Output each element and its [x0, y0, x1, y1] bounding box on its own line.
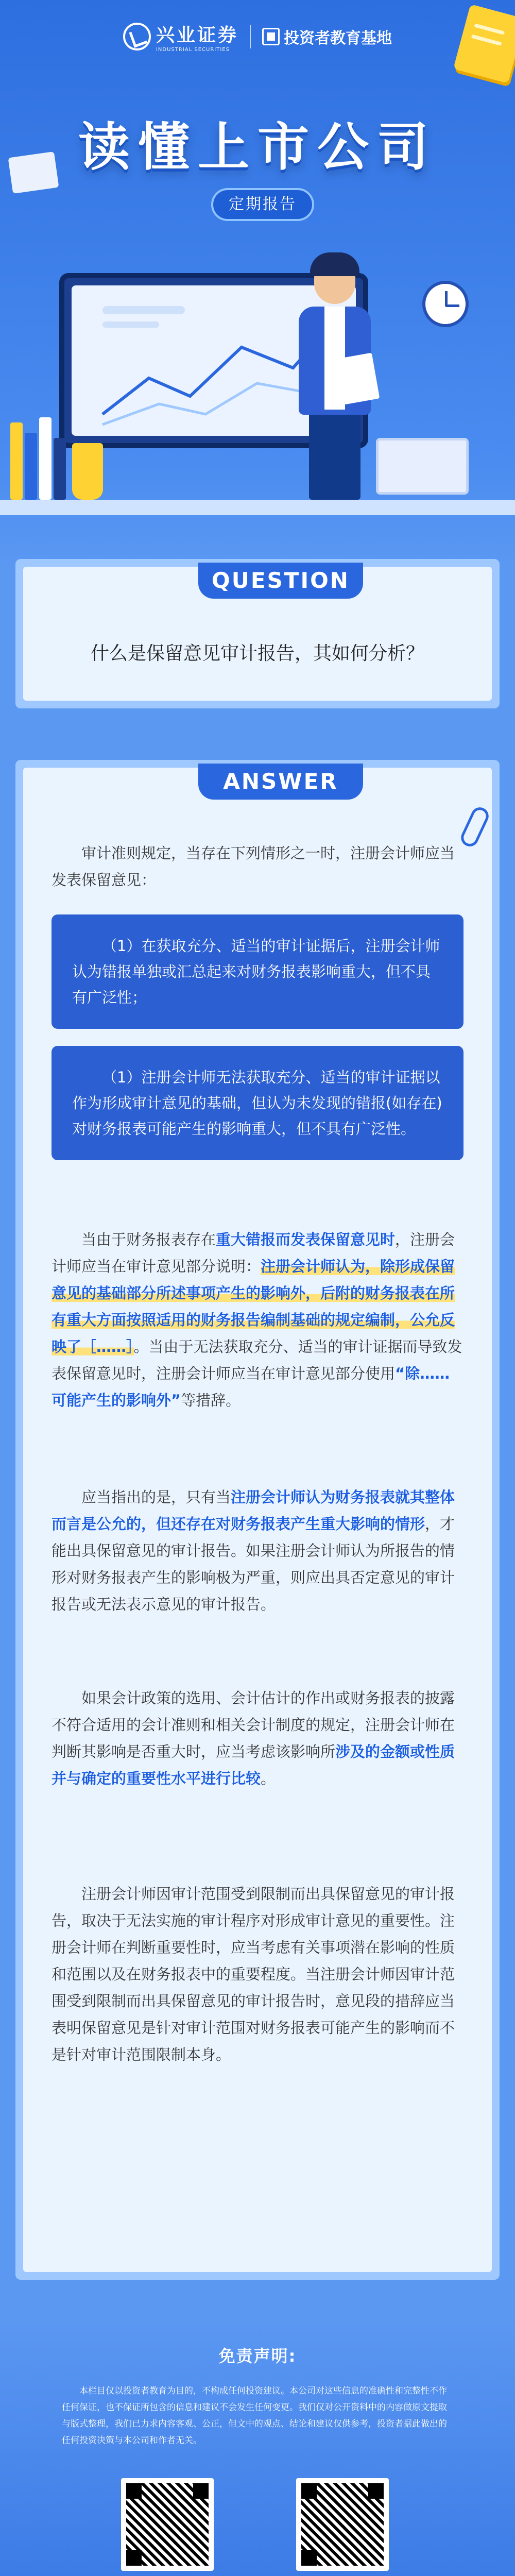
highlight-text: 涉及的金额或性质并与确定的重要性水平进行比较: [52, 1743, 455, 1787]
answer-label: ANSWER: [198, 764, 363, 800]
desk-surface: [0, 500, 515, 515]
document-in-hand-icon: [336, 353, 380, 405]
answer-paragraph-3: 如果会计政策的选用、会计估计的作出或财务报表的披露不符合适用的会计准则和相关会计制度的规定，注册会计师在判断其影响是否重大时，应当考虑该影响所涉及的金额或性质并与确定的重要性水平进行比较。: [52, 1689, 455, 1787]
question-section: [15, 559, 500, 708]
answer-paragraph-1: 当由于财务报表存在重大错报而发表保留意见时，注册会计师应当在审计意见部分说明：注册会计师认为，除形成保留意见的基础部分所述事项产生的影响外，后附的财务报表在所有重大方面按照适用的财务报告编制基础的规定编制，公允反映了［……］。当由于无法获取充分、适当的审计证据而导致发表保留意见时，注册会计师应当在审计意见部分使用“除……可能产生的影响外”等措辞。: [52, 1231, 462, 1409]
answer-paragraph-4: 注册会计师因审计范围受到限制而出具保留意见的审计报告，取决于无法实施的审计程序对形成审计意见的重要性。注册会计师在判断重要性时，应当考虑有关事项潜在影响的性质和范围以及在财务报表中的重要程度。当注册会计师因审计范围受到限制而出具保留意见的审计报告时，意见段的措辞应当表明保留意见是针对审计范围对财务报表可能产生的影响而不是针对审计范围限制本身。: [52, 1885, 455, 2063]
page-title: 读懂上市公司: [78, 117, 437, 177]
subtitle-badge: 定期报告: [211, 188, 314, 221]
laptop-icon: [376, 438, 469, 495]
question-label: QUESTION: [198, 563, 363, 599]
marked-text: 注册会计师认为，除形成保留意见的基础部分所述事项产生的影响外，后附的财务报表在所有重大方面按照适用的财务报告编制基础的规定编制，公允反映了［……］: [52, 1258, 455, 1355]
education-base-brand: [262, 25, 392, 48]
presenter-illustration: [0, 242, 515, 531]
answer-card: [23, 768, 492, 2272]
answer-intro: 审计准则规定，当存在下列情形之一时，注册会计师应当发表保留意见：: [52, 844, 455, 889]
highlight-text: 重大错报而发表保留意见时: [216, 1231, 396, 1248]
brand-logo: [123, 21, 238, 53]
highlight-text: 注册会计师认为财务报表就其整体而言是公允的，但还存在对财务报表产生重大影响的情形: [52, 1488, 455, 1533]
clock-icon: [422, 281, 469, 327]
question-card: [23, 567, 492, 701]
brand-bar: [0, 21, 515, 53]
disclaimer-text: 本栏目仅以投资者教育为目的，不构成任何投资建议。本公司对这些信息的准确性和完整性不作任何保证，也不保证所包含的信息和建议不会发生任何变更。我们仅对公开资料中的内容做原文提取与版式整理，我们已力求内容客观、公正，但文中的观点、结论和建议仅供参考，投资者据此做出的任何投资决策与本公司和作者无关。: [62, 2386, 447, 2446]
trophy-icon: [72, 443, 103, 500]
condition-box-1: （1）在获取充分、适当的审计证据后，注册会计师认为错报单独或汇总起来对财务报表影响重大，但不具有广泛性；: [52, 914, 464, 1029]
brand-divider: [250, 25, 251, 48]
presenter-figure: [278, 252, 391, 510]
disclaimer-title: 免责声明:: [218, 2346, 297, 2366]
education-base-name: 投资者教育基地: [284, 29, 392, 47]
education-base-icon: [262, 28, 280, 45]
qr-code-industrial-securities[interactable]: [296, 2478, 389, 2571]
books-icon: [10, 417, 67, 500]
condition-box-2: （1）注册会计师无法获取充分、适当的审计证据以作为形成审计意见的基础，但认为未发现的错报(如存在)对财务报表可能产生的影响重大，但不具有广泛性。: [52, 1046, 464, 1160]
brand-english: INDUSTRIAL SECURITIES: [156, 47, 230, 53]
highlight-text: “除……可能产生的影响外”: [52, 1365, 450, 1409]
answer-paragraph-2: 应当指出的是，只有当注册会计师认为财务报表就其整体而言是公允的，但还存在对财务报表产生重大影响的情形，才能出具保留意见的审计报告。如果注册会计师认为所报告的情形对财务报表产生的影响极为严重，则应出具否定意见的审计报告或无法表示意见的审计报告。: [52, 1488, 455, 1613]
question-text: 什么是保留意见审计报告，其如何分析？: [90, 643, 424, 664]
qr-code-education-base[interactable]: [121, 2478, 214, 2571]
answer-section: [15, 760, 500, 2280]
industrial-securities-logo-icon: [123, 23, 151, 50]
brand-name: 兴业证券: [156, 25, 238, 46]
header-banner: [0, 0, 515, 546]
